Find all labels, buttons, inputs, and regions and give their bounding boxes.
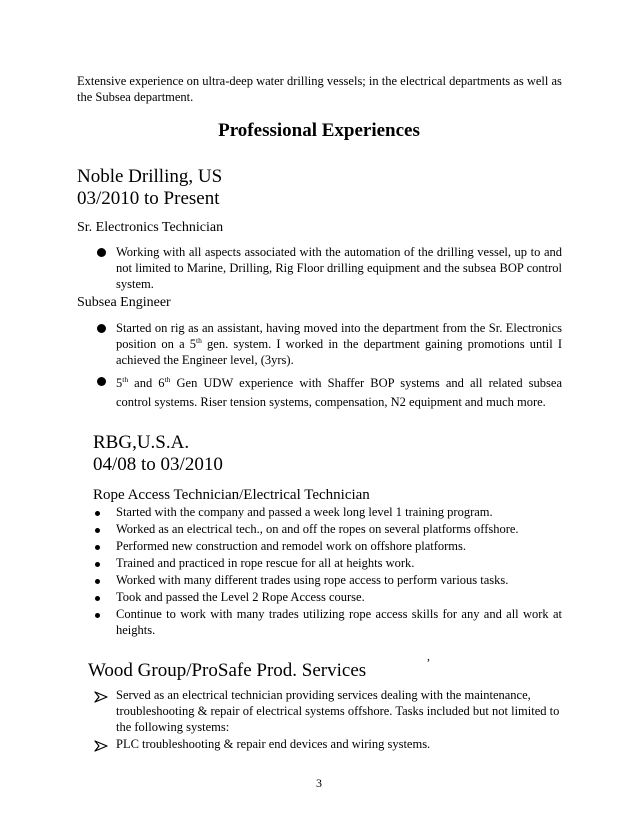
bullet-icon	[97, 248, 106, 257]
noble-role1-bullet: Working with all aspects associated with the automation of the drilling vessel, up to and not limited to Marine, Drilling, Rig Floor drilling equipment and the subsea BOP control system.	[116, 245, 562, 291]
company-noble: Noble Drilling, US	[77, 166, 223, 187]
rbg-bullet-6: Took and passed the Level 2 Rope Access course.	[116, 590, 365, 604]
bullet-icon	[95, 596, 100, 601]
bullet-icon	[95, 528, 100, 533]
company-wood-group: Wood Group/ProSafe Prod. Services	[88, 660, 367, 681]
intro-paragraph: Extensive experience on ultra-deep water drilling vessels; in the electrical departments as well as the Subsea department.	[77, 74, 562, 104]
noble-role2-bullet-1: Started on rig as an assistant, having moved into the department from the Sr. Electronics position on a 5th gen. system. I worked in the department gaining promotions until I achieved the Engineer level, (3yrs).	[116, 321, 562, 367]
rbg-bullet-7: Continue to work with many trades utilizing rope access skills for any and all work at heights.	[116, 607, 562, 637]
rbg-bullet-3: Performed new construction and remodel work on offshore platforms.	[116, 539, 467, 553]
rbg-bullet-4: Trained and practiced in rope rescue for all at heights work.	[116, 556, 415, 570]
company-rbg: RBG,U.S.A.	[93, 432, 190, 453]
role-subsea-engineer: Subsea Engineer	[77, 295, 171, 310]
role-sr-electronics: Sr. Electronics Technician	[77, 220, 224, 235]
rbg-bullet-1: Started with the company and passed a week long level 1 training program.	[116, 505, 493, 519]
wood-item-1: Served as an electrical technician providing services dealing with the maintenance, troubleshooting & repair of electrical systems offshore. Tasks included but not limited to the following systems:	[116, 688, 560, 734]
bullet-icon	[95, 511, 100, 516]
stray-mark: ,	[427, 649, 430, 663]
bullet-icon	[95, 613, 100, 618]
dates-rbg: 04/08 to 03/2010	[93, 454, 223, 475]
rbg-bullet-2: Worked as an electrical tech., on and off the ropes on several platforms offshore.	[116, 522, 519, 536]
arrow-bullet-icon	[94, 691, 108, 703]
bullet-icon	[95, 562, 100, 567]
wood-item-2: PLC troubleshooting & repair end devices and wiring systems.	[116, 737, 431, 751]
arrow-bullet-icon	[94, 740, 108, 752]
bullet-icon	[97, 324, 106, 333]
dates-noble: 03/2010 to Present	[77, 188, 220, 209]
section-title: Professional Experiences	[218, 120, 420, 141]
noble-role2-bullet-2: 5th and 6th Gen UDW experience with Shaffer BOP systems and all related subsea control systems. Riser tension systems, compensation, N2 equipment and much more.	[116, 374, 562, 409]
page-number: 3	[316, 776, 322, 790]
rbg-bullet-5: Worked with many different trades using rope access to perform various tasks.	[116, 573, 509, 587]
bullet-icon	[95, 545, 100, 550]
bullet-icon	[95, 579, 100, 584]
role-rope-access: Rope Access Technician/Electrical Technician	[93, 487, 370, 503]
bullet-icon	[97, 377, 106, 386]
